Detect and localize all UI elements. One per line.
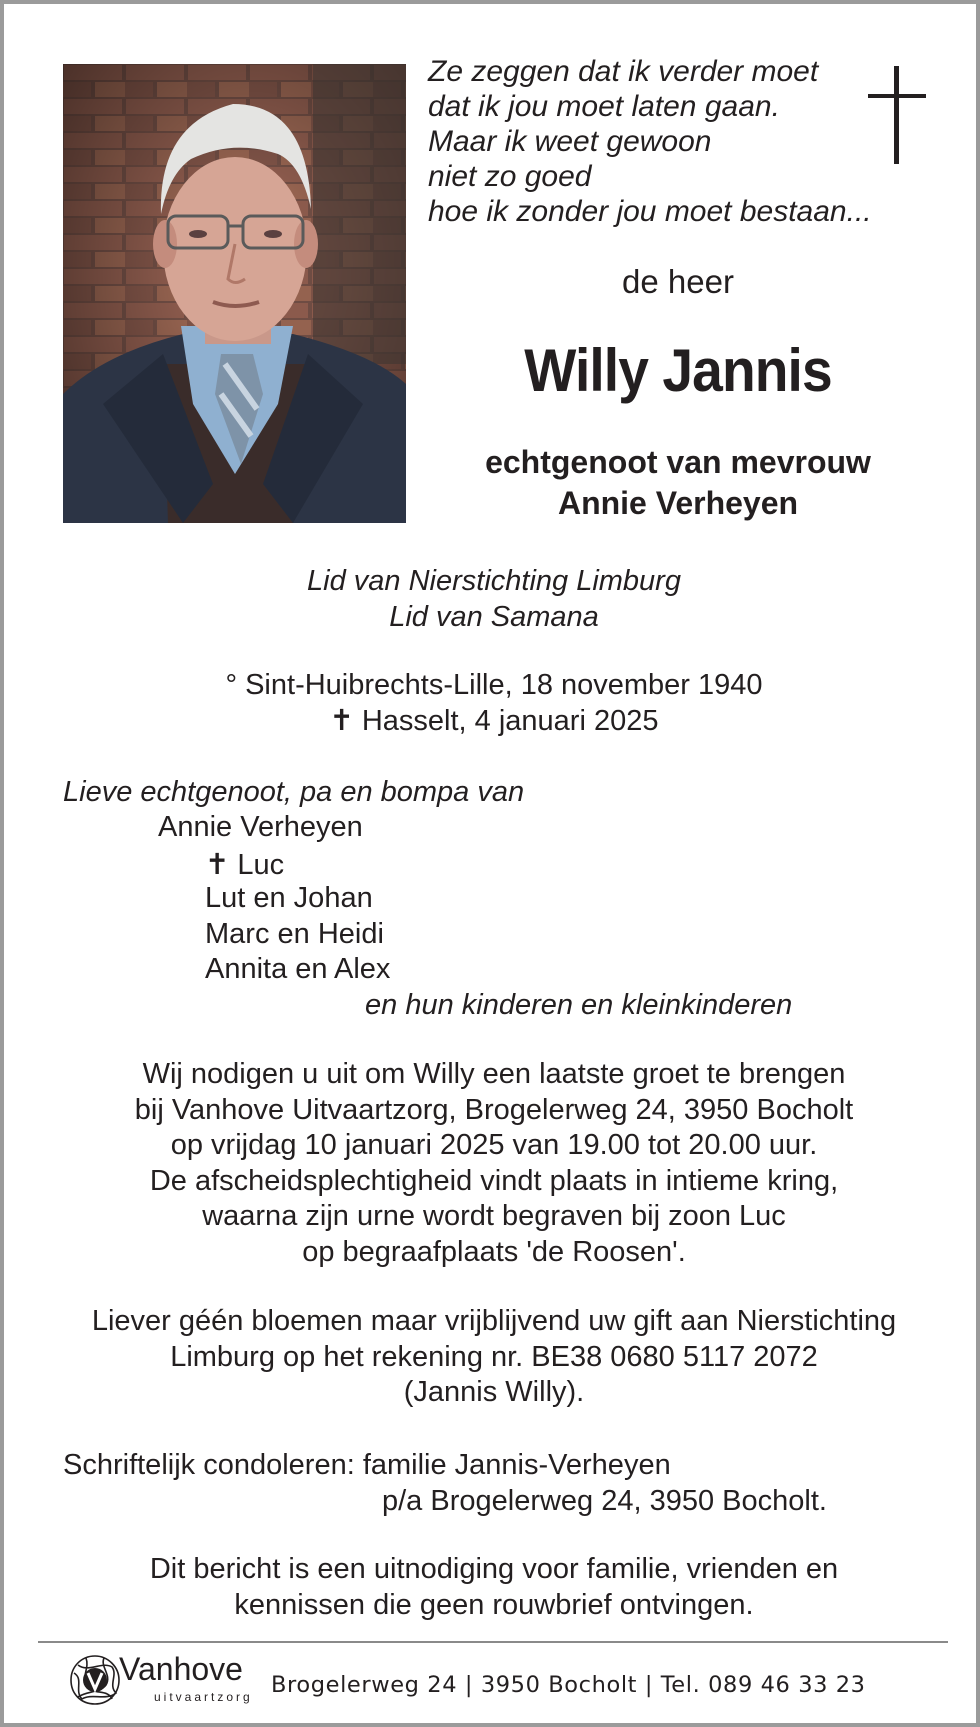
- family-member: ✝ Luc: [205, 849, 285, 881]
- notice-line: Dit bericht is een uitnodiging voor familie, vrienden en: [149, 1553, 839, 1585]
- deceased-name: Willy Jannis: [524, 337, 832, 404]
- invitation-line: waarna zijn urne wordt begraven bij zoon Luc: [202, 1200, 786, 1232]
- death-line: ✝ Hasselt, 4 januari 2025: [329, 705, 659, 737]
- spouse-label: echtgenoot van mevrouw: [485, 444, 871, 480]
- notice-text: [4, 1552, 980, 1623]
- condolences-address: p/a Brogelerweg 24, 3950 Bocholt.: [382, 1484, 827, 1517]
- portrait-photo: [63, 64, 406, 523]
- invitation-line: De afscheidsplechtigheid vindt plaats in intieme kring,: [149, 1164, 839, 1197]
- birth-line: ° Sint-Huibrechts-Lille, 18 november 1940: [225, 669, 763, 701]
- family-member: Annita en Alex: [205, 953, 391, 985]
- condolences-line: Schriftelijk condoleren: familie Jannis-Verheyen: [63, 1449, 671, 1481]
- condolences: [63, 1448, 827, 1519]
- invitation-line: Wij nodigen u uit om Willy een laatste groet te brengen: [142, 1058, 846, 1090]
- footer-divider: [38, 1641, 948, 1643]
- vanhove-logo-icon: [68, 1653, 122, 1707]
- invitation-line: op vrijdag 10 januari 2025 van 19.00 tot 20.00 uur.: [170, 1129, 818, 1161]
- spouse-name: Annie Verheyen: [557, 485, 799, 521]
- membership-line: Lid van Samana: [389, 601, 599, 633]
- invitation-line: bij Vanhove Uitvaartzorg, Brogelerweg 24, 3950 Bocholt: [134, 1093, 854, 1126]
- footer-contact: Brogelerweg 24 | 3950 Bocholt | Tel. 089 46 33 23: [271, 1672, 866, 1698]
- poem-line: Maar ik weet gewoon: [428, 125, 712, 158]
- poem-line: Ze zeggen dat ik verder moet: [428, 55, 819, 88]
- invitation-line: op begraafplaats 'de Roosen'.: [302, 1235, 686, 1268]
- poem-line: hoe ik zonder jou moet bestaan...: [428, 195, 872, 228]
- invitation-text: [4, 1057, 980, 1270]
- family-member: Annie Verheyen: [158, 811, 363, 843]
- donation-text: [4, 1304, 980, 1411]
- life-dates: [4, 667, 980, 739]
- family-intro: Lieve echtgenoot, pa en bompa van: [63, 776, 525, 808]
- family-member: Lut en Johan: [205, 882, 373, 914]
- notice-line: kennissen die geen rouwbrief ontvingen.: [234, 1588, 754, 1621]
- poem-line: niet zo goed: [428, 160, 592, 193]
- poem-line: dat ik jou moet laten gaan.: [428, 90, 780, 123]
- honorific: de heer: [622, 263, 734, 300]
- donation-line: (Jannis Willy).: [403, 1376, 585, 1408]
- membership-line: Lid van Nierstichting Limburg: [307, 565, 681, 597]
- cross-icon: [868, 66, 926, 164]
- donation-line: Limburg op het rekening nr. BE38 0680 5117 2072: [170, 1340, 818, 1373]
- poem: [428, 54, 872, 229]
- logo-name: Vanhove: [119, 1651, 243, 1687]
- logo-tagline: uitvaartzorg: [154, 1690, 253, 1704]
- memberships: [4, 563, 980, 635]
- family-outro: en hun kinderen en kleinkinderen: [365, 989, 793, 1021]
- donation-line: Liever géén bloemen maar vrijblijvend uw gift aan Nierstichting: [91, 1305, 897, 1337]
- family-member: Marc en Heidi: [205, 918, 384, 950]
